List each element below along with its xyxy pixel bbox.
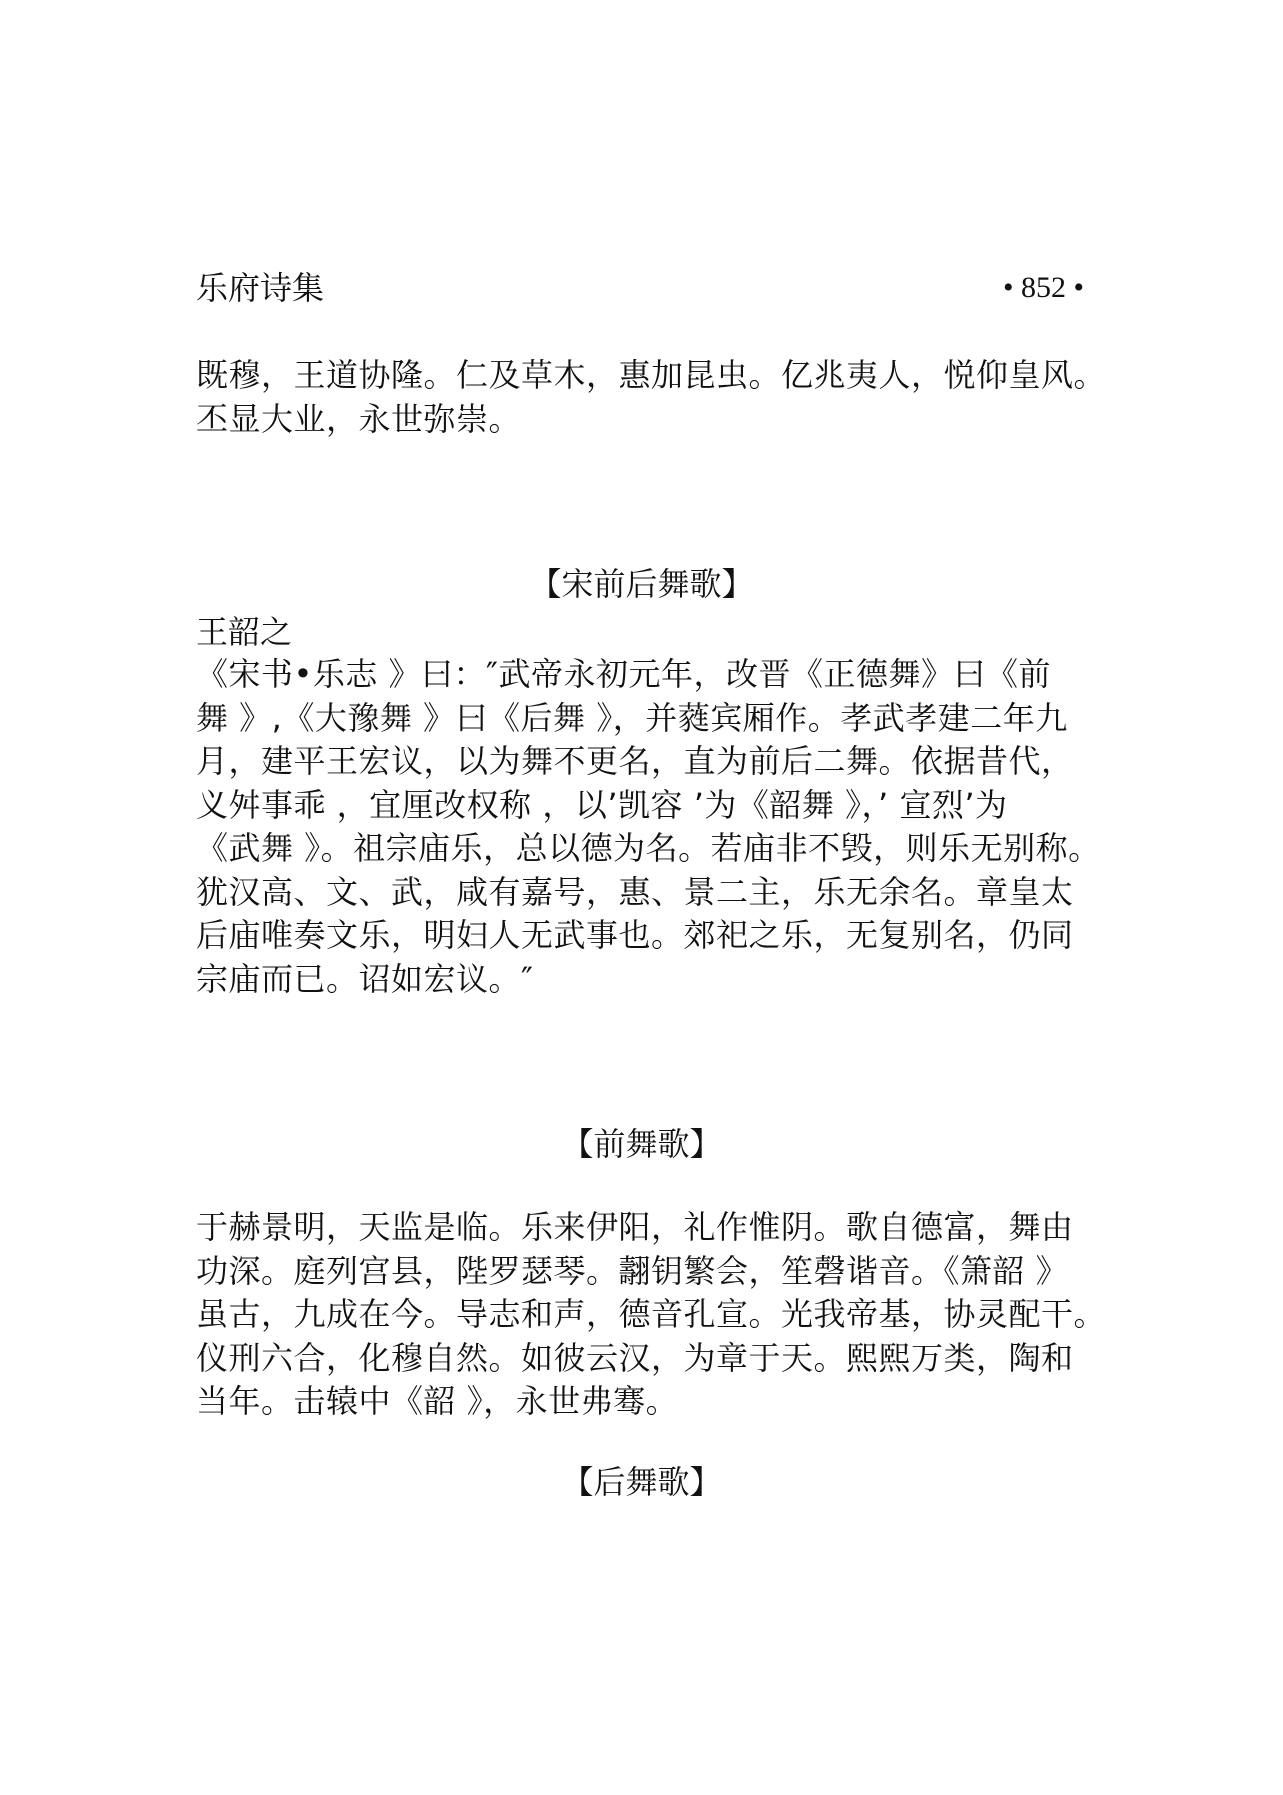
text-line: 月，建平王宏议，以为舞不更名，直为前后二舞。依据昔代，	[196, 742, 1074, 780]
page-number: • 852 •	[1002, 271, 1084, 304]
text-line: 功深。庭列宫县，陛罗瑟琴。翿钥繁会，笙磬谐音。《箫韶 》	[196, 1251, 1069, 1290]
text-line: 既穆，王道协隆。仁及草木，惠加昆虫。亿兆夷人，悦仰皇风。	[196, 356, 1107, 394]
text-line: 仪刑六合，化穆自然。如彼云汉，为章于天。熙熙万类，陶和	[196, 1338, 1074, 1377]
text-line: 犹汉高、文、武，咸有嘉号，惠、景二主，乐无余名。章皇太	[196, 872, 1074, 911]
text-line: 义舛事乖 ，宜厘改权称 ，以’凯容 ’为《韶舞 》，’ 宣烈’为	[196, 785, 1008, 824]
author-name: 王韶之	[196, 613, 293, 651]
intro-paragraph	[196, 653, 1101, 1001]
text-line: 丕显大业，永世弥崇。	[196, 399, 522, 438]
continuation-paragraph	[196, 354, 1107, 441]
section-heading-song-qianhou-wuge: 【宋前后舞歌】	[529, 565, 754, 603]
book-title: 乐府诗集	[196, 269, 325, 307]
text-line: 虽古，九成在今。导志和声，德音孔宣。光我帝基，协灵配干。	[196, 1295, 1107, 1333]
section-heading-houwuge: 【后舞歌】	[561, 1463, 722, 1501]
text-line: 后庙唯奏文乐，明妇人无武事也。郊祀之乐，无复别名，仍同	[196, 916, 1074, 954]
section-heading-qianwuge: 【前舞歌】	[561, 1125, 722, 1163]
text-line: 《宋书•乐志 》曰：″武帝永初元年，改晋《正德舞》曰《前	[196, 655, 1052, 693]
text-line: 舞 》,《大豫舞 》曰《后舞 》，并蕤宾厢作。孝武孝建二年九	[196, 698, 1068, 737]
text-line: 于赫景明，天监是临。乐来伊阳，礼作惟阴。歌自德富，舞由	[196, 1208, 1074, 1246]
poem-paragraph	[196, 1206, 1107, 1424]
text-line: 宗庙而已。诏如宏议。″	[196, 959, 534, 998]
text-line: 《武舞 》。祖宗庙乐，总以德为名。若庙非不毁，则乐无别称。	[196, 829, 1101, 867]
text-line: 当年。击辕中《韶 》，永世弗骞。	[196, 1382, 679, 1420]
page-header	[196, 268, 1084, 308]
